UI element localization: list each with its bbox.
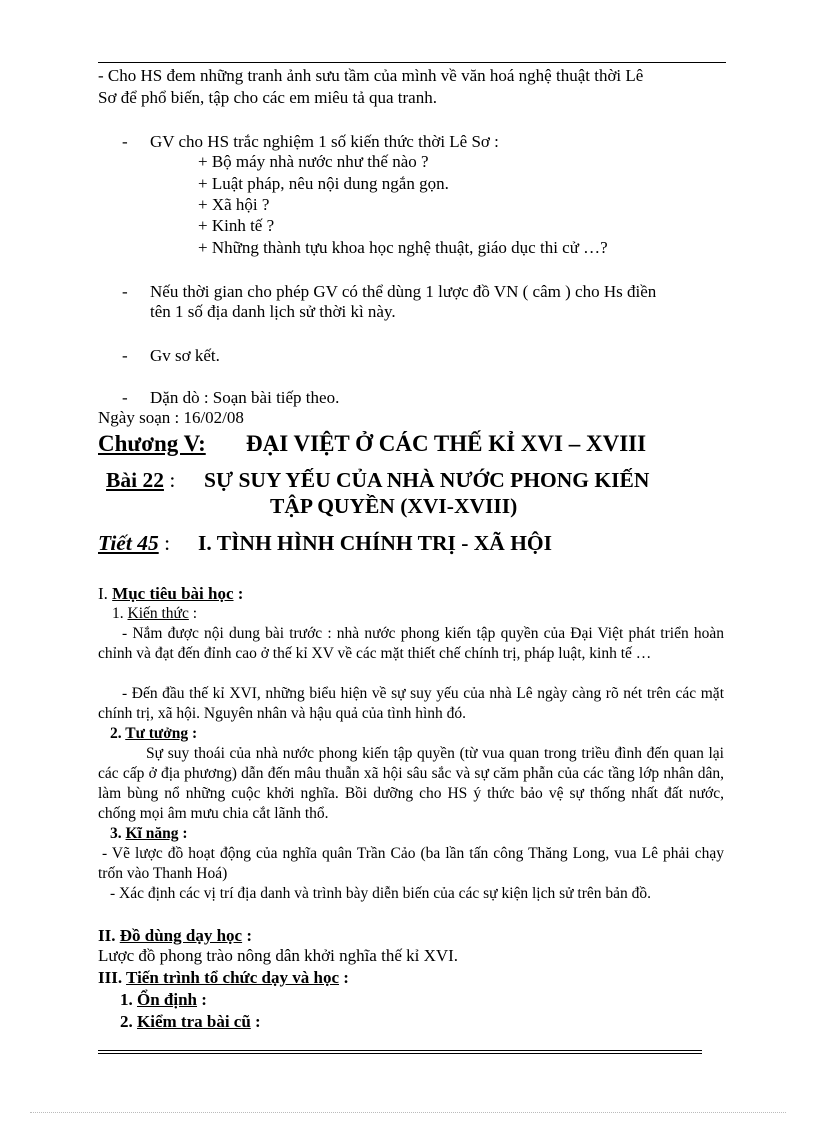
lesson-label: Bài 22 :: [106, 468, 176, 492]
knowledge-paragraph-2: - Đến đầu thế kỉ XVI, những biểu hiện về sự suy yếu của nhà Lê ngày càng rõ nét trên các mặt chính trị, xã hội. Nguyên nhân và hậu quả của tình hình đó.: [98, 685, 724, 722]
thinking-heading: 2. Tư tưởng :: [110, 725, 198, 742]
quiz-item: + Luật pháp, nêu nội dung ngắn gọn.: [198, 174, 449, 193]
bottom-rule: [98, 1050, 702, 1051]
process-heading: III. Tiến trình tổ chức dạy và học :: [98, 968, 349, 987]
thinking-paragraph: Sự suy thoái của nhà nước phong kiến tập quyền (từ vua quan trong triều đình đến quan lại các cấp ở địa phương) dẫn đến mâu thuẫn xã hội sâu sắc và sự căm phẫn của các tầng lớp nhân dân, làm bùng nổ những cuộc khởi nghĩa. Bồi dưỡng cho HS ý thức bảo vệ sự thống nhất đất nước, chống mọi âm mưu chia cắt lãnh thổ.: [98, 745, 724, 822]
lesson-title-line-1: SỰ SUY YẾU CỦA NHÀ NƯỚC PHONG KIẾN: [204, 468, 650, 492]
top-rule: [98, 62, 726, 63]
bullet-dash: -: [122, 346, 128, 365]
map-line-2: tên 1 số địa danh lịch sử thời kì này.: [150, 302, 396, 321]
skills-paragraph-1: - Vẽ lược đồ hoạt động của nghĩa quân Trần Cảo (ba lần tấn công Thăng Long, vua Lê phải chạy trốn vào Thanh Hoá): [98, 845, 724, 882]
skills-paragraph-2: - Xác định các vị trí địa danh và trình bày diễn biến của các sự kiện lịch sử trên bản đồ.: [110, 885, 652, 902]
period-label: Tiết 45 :: [98, 531, 171, 555]
intro-line-2: Sơ để phổ biến, tập cho các em miêu tả qua tranh.: [98, 88, 437, 107]
bullet-dash: -: [122, 282, 128, 301]
homework-line: Dặn dò : Soạn bài tiếp theo.: [150, 388, 340, 407]
materials-text: Lược đồ phong trào nông dân khởi nghĩa thế kỉ XVI.: [98, 946, 459, 965]
quiz-item: + Những thành tựu khoa học nghệ thuật, giáo dục thi cử …?: [198, 238, 608, 257]
lesson-title-line-2: TẬP QUYỀN (XVI-XVIII): [270, 494, 518, 518]
page-edge-dots: [30, 1112, 786, 1113]
map-line-1: Nếu thời gian cho phép GV có thể dùng 1 lược đồ VN ( câm ) cho Hs điền: [150, 282, 657, 301]
skills-heading: 3. Kĩ năng :: [110, 825, 188, 842]
summary-line: Gv sơ kết.: [150, 346, 220, 365]
bottom-rule: [98, 1053, 702, 1054]
chapter-title: ĐẠI VIỆT Ở CÁC THẾ KỈ XVI – XVIII: [246, 431, 647, 456]
bullet-dash: -: [122, 388, 128, 407]
knowledge-paragraph-1: - Nắm được nội dung bài trước : nhà nước phong kiến tập quyền của Đại Việt phát triển hoàn chỉnh và đạt đến đỉnh cao ở thế kỉ XV về các mặt thiết chế chính trị, pháp luật, kinh tế …: [98, 625, 724, 662]
quiz-item: + Kinh tế ?: [198, 216, 275, 235]
date-line: Ngày soạn : 16/02/08: [98, 408, 244, 427]
process-step-2: 2. Kiểm tra bài cũ :: [120, 1012, 261, 1031]
chapter-label: Chương V:: [98, 431, 206, 456]
bullet-dash: -: [122, 132, 128, 151]
materials-heading: II. Đồ dùng dạy học :: [98, 926, 253, 945]
objectives-heading: I. Mục tiêu bài học :: [98, 584, 244, 603]
quiz-item: + Xã hội ?: [198, 195, 270, 214]
intro-line-1: - Cho HS đem những tranh ảnh sưu tầm của mình về văn hoá nghệ thuật thời Lê: [98, 66, 644, 85]
knowledge-heading: 1. Kiến thức :: [112, 605, 198, 622]
process-step-1: 1. Ổn định :: [120, 990, 207, 1009]
period-title: I. TÌNH HÌNH CHÍNH TRỊ - XÃ HỘI: [198, 531, 553, 555]
quiz-item: + Bộ máy nhà nước như thế nào ?: [198, 152, 429, 171]
quiz-intro: GV cho HS trắc nghiệm 1 số kiến thức thời Lê Sơ :: [150, 132, 499, 151]
